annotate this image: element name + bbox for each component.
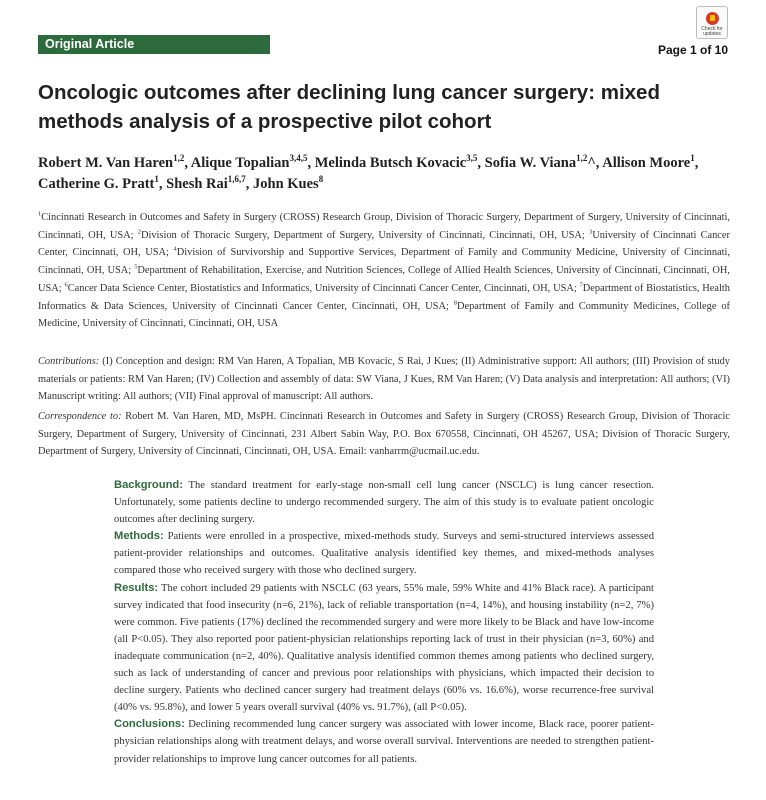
badge-label: Check for updates (701, 26, 723, 37)
author-separator: ^, (587, 155, 603, 171)
correspondence (38, 408, 730, 461)
abstract-heading: Conclusions: (114, 718, 185, 731)
abstract-heading: Methods: (114, 530, 164, 543)
check-for-updates-icon (706, 12, 719, 25)
contributions-label: Contributions: (38, 356, 100, 367)
author-name: Alique Topalian (190, 155, 290, 171)
check-for-updates-badge[interactable] (696, 6, 728, 39)
author-affiliation-marker: 3,5 (466, 153, 478, 164)
author-separator: , (158, 176, 167, 192)
contributions (38, 353, 730, 406)
abstract-text: The cohort included 29 patients with NSCLC (63 years, 55% male, 59% White and 41% Black race). A participant survey indicated that food insecurity (n=6, 21%), lack of reliable transportation (n=4, 14%), and housing instability (n=2, 7%) were common. Five patients (17%) declined the recommended surgery and were more likely to be Black and have low-income (all P<0.05). They also reported poor patient-physician relationships reporting lack of trust in their physician (n=3, 60%) and inadequate communication (n=2, 40%). Qualitative analysis identified common themes among patients who declined surgery, such as lack of understanding of cancer and previous poor relationships with physicians, which impacted their decision to decline surgery. Patients who declined cancer surgery had treatment delays (60% vs. 16.6%), worse recurrence-free survival (40% vs. 95.8%), and lower 5 years overall survival (40% vs. 91.7%), (all P<0.05). (114, 582, 654, 714)
author-name: Melinda Butsch Kovacic (314, 155, 467, 171)
article-type-banner: Original Article (38, 35, 270, 54)
affiliation-number: 6 (64, 281, 68, 289)
author-affiliation-marker: 8 (318, 174, 324, 185)
affiliation-text: Division of Survivorship and Supportive Services, Department of Family and Community Medicine, University of Cincinnati, Cincinnati, OH, USA; (38, 247, 730, 277)
abstract-results (114, 580, 654, 717)
author-separator: , (245, 176, 253, 192)
author-separator: , (477, 155, 485, 171)
affiliation-number: 3 (589, 228, 593, 236)
affiliation-text: Department of Family and Community Medicines, College of Medicine, University of Cincinnati, Cincinnati, OH, USA (38, 300, 730, 330)
affiliation-number: 1 (38, 210, 42, 218)
abstract-text: Patients were enrolled in a prospective, mixed-methods study. Surveys and semi-structured interviews assessed patient-provider relationships and outcomes. Qualitative analysis identified key themes, and mixed-methods analyses compared those who received surgery with those who declined surgery. (114, 531, 654, 577)
affiliation-number: 5 (134, 263, 138, 271)
abstract-text: The standard treatment for early-stage non-small cell lung cancer (NSCLC) is lung cancer resection. Unfortunately, some patients decline to undergo recommended surgery. The aim of this study is to evaluate patient oncologic outcomes after declining surgery. (114, 480, 654, 526)
affiliation-text: Department of Biostatistics, Health Informatics & Data Sciences, University of Cincinnati Cancer Center, Cincinnati, OH, USA; (38, 282, 730, 312)
author-affiliation-marker: 1 (690, 153, 695, 164)
affiliation-number: 2 (137, 228, 141, 236)
affiliation-text: Cancer Data Science Center, Biostatistics and Informatics, University of Cincinnati Cancer Center, Cincinnati, OH, USA; (67, 282, 580, 294)
article-title: Oncologic outcomes after declining lung cancer surgery: mixed methods analysis of a prospective pilot cohort (38, 81, 660, 133)
correspondence-label: Correspondence to: (38, 411, 122, 422)
author-name: Robert M. Van Haren (38, 155, 174, 171)
author-affiliation-marker: 3,4,5 (289, 153, 308, 164)
abstract-methods (114, 528, 654, 579)
author-name: Shesh Rai (166, 176, 228, 192)
affiliations (38, 209, 730, 333)
abstract-conclusions (114, 716, 654, 767)
author-affiliation-marker: 1,2 (576, 153, 588, 164)
author-name: Catherine G. Pratt (38, 176, 155, 192)
author-name: Sofia W. Viana (484, 155, 577, 171)
author-separator: , (307, 155, 315, 171)
abstract-heading: Results: (114, 581, 159, 594)
abstract-heading: Background: (114, 479, 183, 491)
affiliation-number: 8 (453, 299, 457, 307)
author-affiliation-marker: 1,6,7 (227, 174, 246, 185)
abstract (114, 477, 654, 768)
author-separator: , (184, 155, 191, 171)
abstract-text: Declining recommended lung cancer surgery was associated with lower income, Black race, poorer patient-physician relationships along with treatment delays, and worse overall survival. Interventions are needed to strengthen patient-provider relationships to improve lung cancer outcomes for all patients. (114, 719, 654, 765)
affiliation-number: 4 (173, 245, 177, 253)
author-separator: , (694, 155, 699, 171)
affiliation-number: 7 (579, 281, 583, 289)
abstract-background (114, 477, 654, 528)
affiliation-text: University of Cincinnati Cancer Center, Cincinnati, OH, USA; (38, 229, 730, 259)
author-list (38, 153, 738, 195)
correspondence-text: Robert M. Van Haren, MD, MsPH. Cincinnati Research in Outcomes and Safety in Surgery (CROSS) Research Group, Division of Thoracic Surgery, Department of Surgery, University of Cincinnati, 231 Albert Sabin Way, P.O. Box 670558, Cincinnati, OH 45267, USA; Division of Thoracic Surgery, Department of Surgery, University of Cincinnati, Cincinnati, OH, USA. Email: vanharrm@ucmail.uc.edu. (38, 411, 730, 457)
page-indicator: Page 1 of 10 (657, 43, 728, 57)
contributions-text: (I) Conception and design: RM Van Haren, A Topalian, MB Kovacic, S Rai, J Kues; (II) Administrative support: All authors; (III) Provision of study materials or patients: RM Van Haren; (IV) Collection and assembly of data: SW Viana, J Kues, RM Van Haren; (V) Data analysis and interpretation: All authors; (VI) Manuscript writing: All authors; (VII) Final approval of manuscript: All authors. (38, 356, 730, 402)
author-name: John Kues (253, 176, 319, 192)
affiliation-text: Cincinnati Research in Outcomes and Safety in Surgery (CROSS) Research Group, Division of Thoracic Surgery, Department of Surgery, University of Cincinnati, Cincinnati, OH, USA; (38, 212, 730, 241)
affiliation-text: Division of Thoracic Surgery, Department of Surgery, University of Cincinnati, Cincinnati, OH, USA; (140, 229, 589, 241)
author-name: Allison Moore (602, 155, 691, 171)
author-affiliation-marker: 1,2 (173, 153, 185, 164)
author-affiliation-marker: 1 (154, 174, 159, 185)
affiliation-text: Department of Rehabilitation, Exercise, and Nutrition Sciences, College of Allied Health Sciences, University of Cincinnati, Cincinnati, OH, USA; (38, 265, 730, 294)
